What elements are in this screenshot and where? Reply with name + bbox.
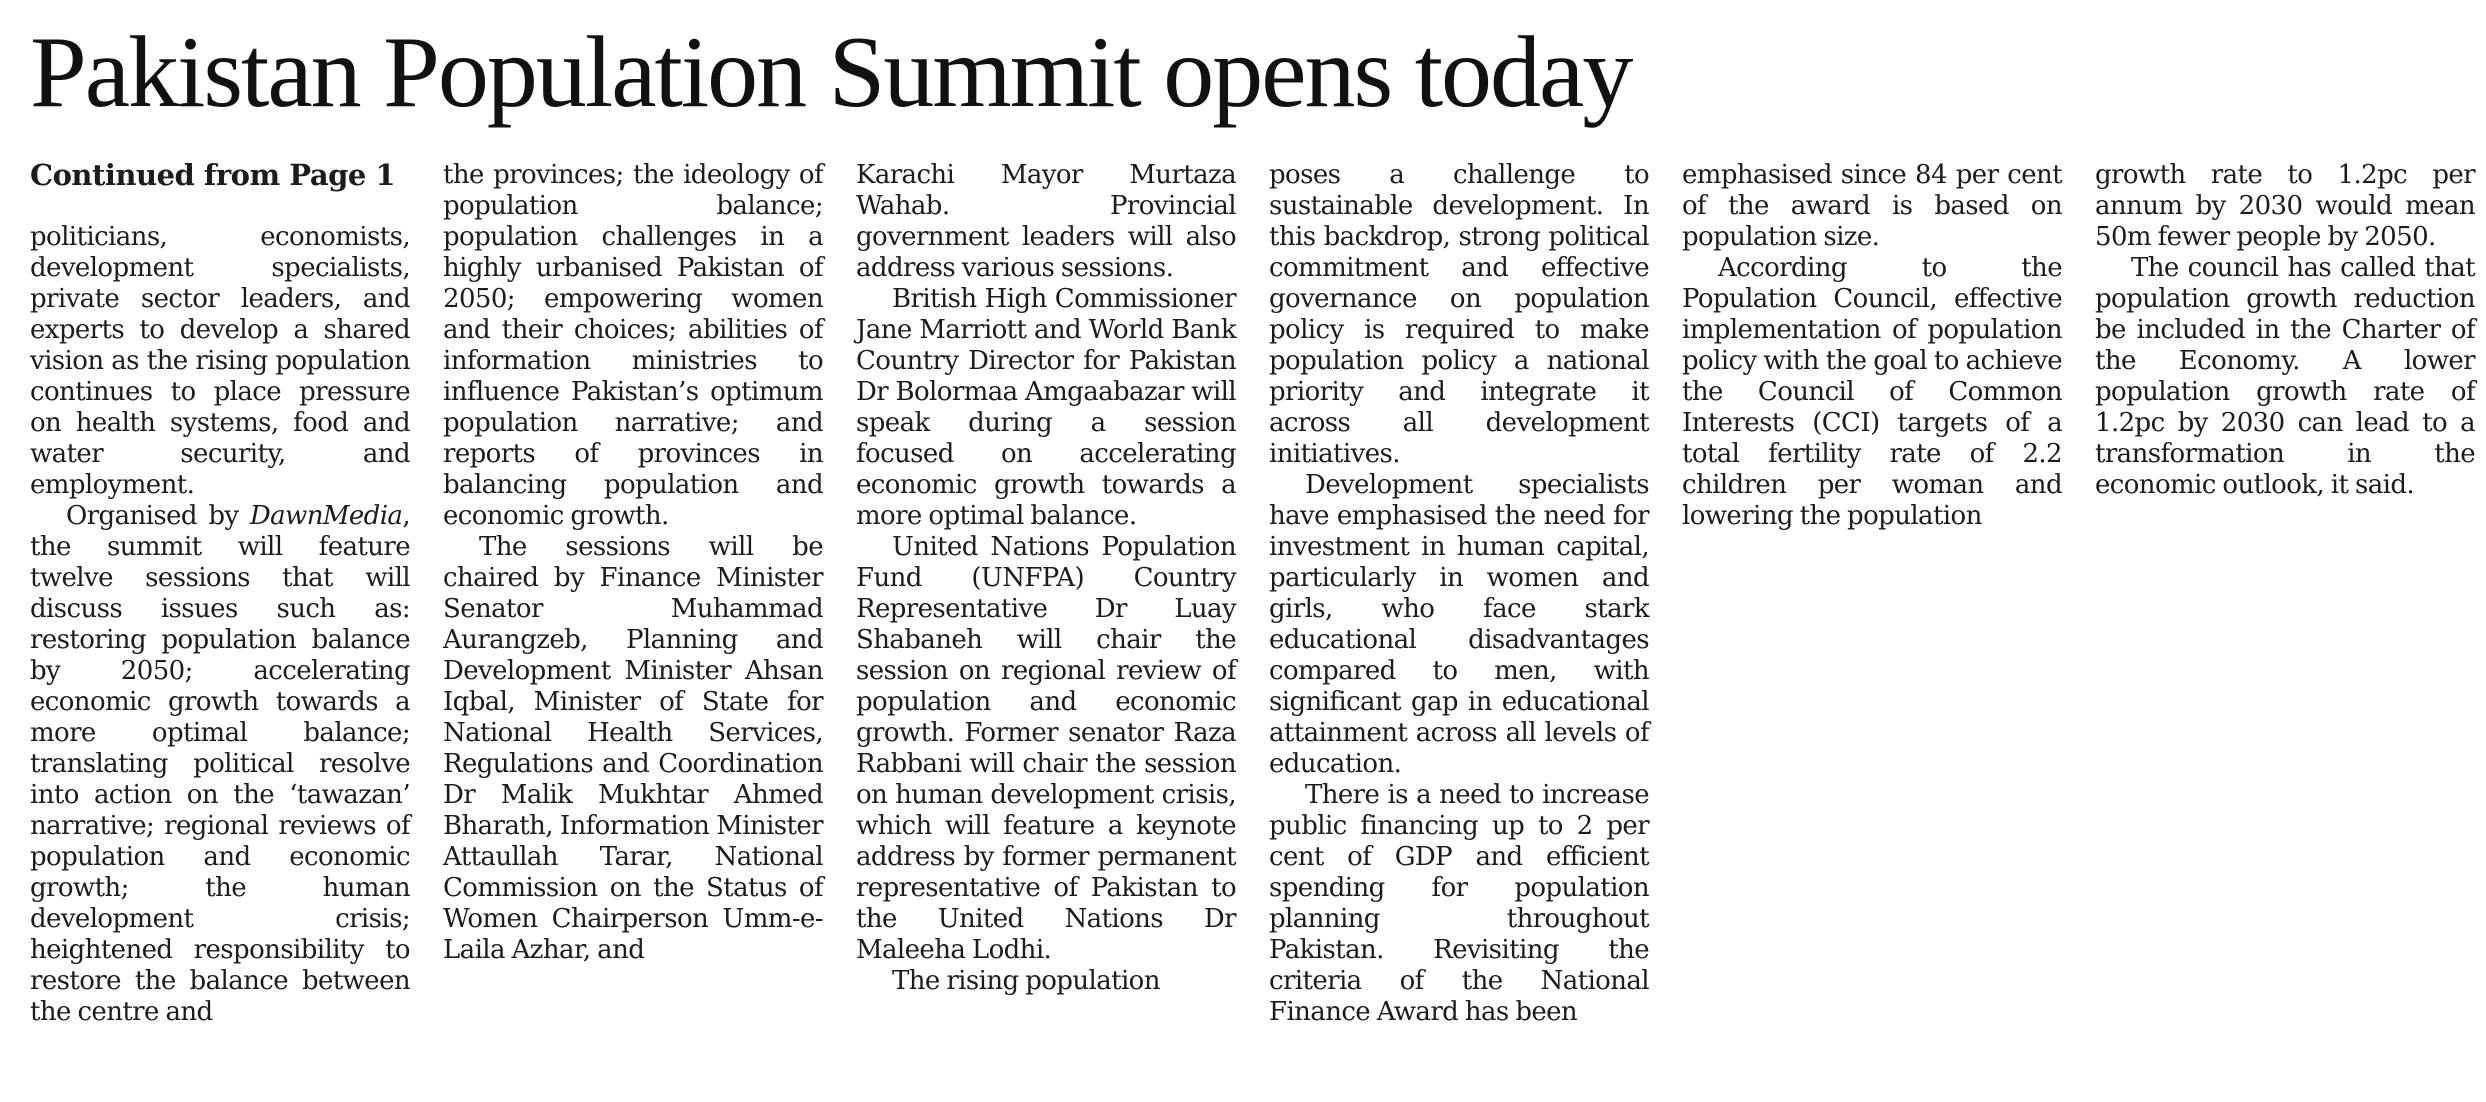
article-column-6: [2095, 160, 2475, 501]
paragraph: emphasised since 84 per cent of the award is based on population size.: [1682, 160, 2062, 252]
headline: Pakistan Population Summit opens today: [30, 16, 1632, 129]
article-column-4: [1269, 160, 1649, 1028]
paragraph: According to the Population Council, effective implementation of population policy with the goal to achieve the Council of Common Interests (CCI) targets of a total fertility rate of 2.2 children per woman and lowering the population: [1682, 253, 2062, 531]
article-column-1: [30, 160, 410, 1028]
paragraph: The council has called that population growth reduction be included in the Charter of the Economy. A lower population growth rate of 1.2pc by 2030 can lead to a transformation in the economic outlook, it said.: [2095, 253, 2475, 500]
article-column-3: [856, 160, 1236, 997]
publication-name: DawnMedia: [249, 501, 403, 531]
paragraph: politicians, economists, development specialists, private sector leaders, and experts to develop a shared vision as the rising population continues to place pressure on health systems, food and water security, and employment.: [30, 222, 410, 500]
paragraph: the provinces; the ideology of population balance; population challenges in a highly urbanised Pakistan of 2050; empowering women and their choices; abilities of information ministries to influence Pakistan’s optimum population narrative; and reports of provinces in balancing population and economic growth.: [443, 160, 823, 531]
paragraph: Karachi Mayor Murtaza Wahab. Provincial government leaders will also address various sessions.: [856, 160, 1236, 283]
paragraph: The rising population: [892, 966, 1160, 996]
article-column-2: [443, 160, 823, 966]
continued-from-label: Continued from Page 1: [30, 158, 396, 192]
paragraph: The sessions will be chaired by Finance Minister Senator Muhammad Aurangzeb, Planning and Development Minister Ahsan Iqbal, Minister of State for National Health Services, Regulations and Coordination Dr Malik Mukhtar Ahmed Bharath, Information Minister Attaullah Tarar, National Commission on the Status of Women Chairperson Umm-e-Laila Azhar, and: [443, 532, 823, 965]
paragraph: British High Commissioner Jane Marriott and World Bank Country Director for Pakistan Dr Bolormaa Amgaabazar will speak during a session focused on accelerating economic growth towards a more optimal balance.: [856, 284, 1236, 531]
paragraph: Development specialists have emphasised the need for investment in human capital, particularly in women and girls, who face stark educational disadvantages compared to men, with significant gap in educational attainment across all levels of education.: [1269, 470, 1649, 779]
paragraph: Organised by DawnMedia, the summit will feature twelve sessions that will discuss issues such as: restoring population balance by 2050; accelerating economic growth towards a more optimal balance; translating political resolve into action on the ‘tawazan’ narrative; regional reviews of population and economic growth; the human development crisis; heightened responsibility to restore the balance between the centre and: [30, 501, 410, 1027]
article-column-5: [1682, 160, 2062, 532]
paragraph: poses a challenge to sustainable development. In this backdrop, strong political commitment and effective governance on population policy is required to make population policy a national priority and integrate it across all development initiatives.: [1269, 160, 1649, 469]
paragraph: growth rate to 1.2pc per annum by 2030 would mean 50m fewer people by 2050.: [2095, 160, 2475, 252]
paragraph: United Nations Population Fund (UNFPA) Country Representative Dr Luay Shabaneh will chair the session on regional review of population and economic growth. Former senator Raza Rabbani will chair the session on human development crisis, which will feature a keynote address by former permanent representative of Pakistan to the United Nations Dr Maleeha Lodhi.: [856, 532, 1236, 965]
paragraph: There is a need to increase public financing up to 2 per cent of GDP and efficient spending for population planning throughout Pakistan. Revisiting the criteria of the National Finance Award has been: [1269, 780, 1649, 1027]
